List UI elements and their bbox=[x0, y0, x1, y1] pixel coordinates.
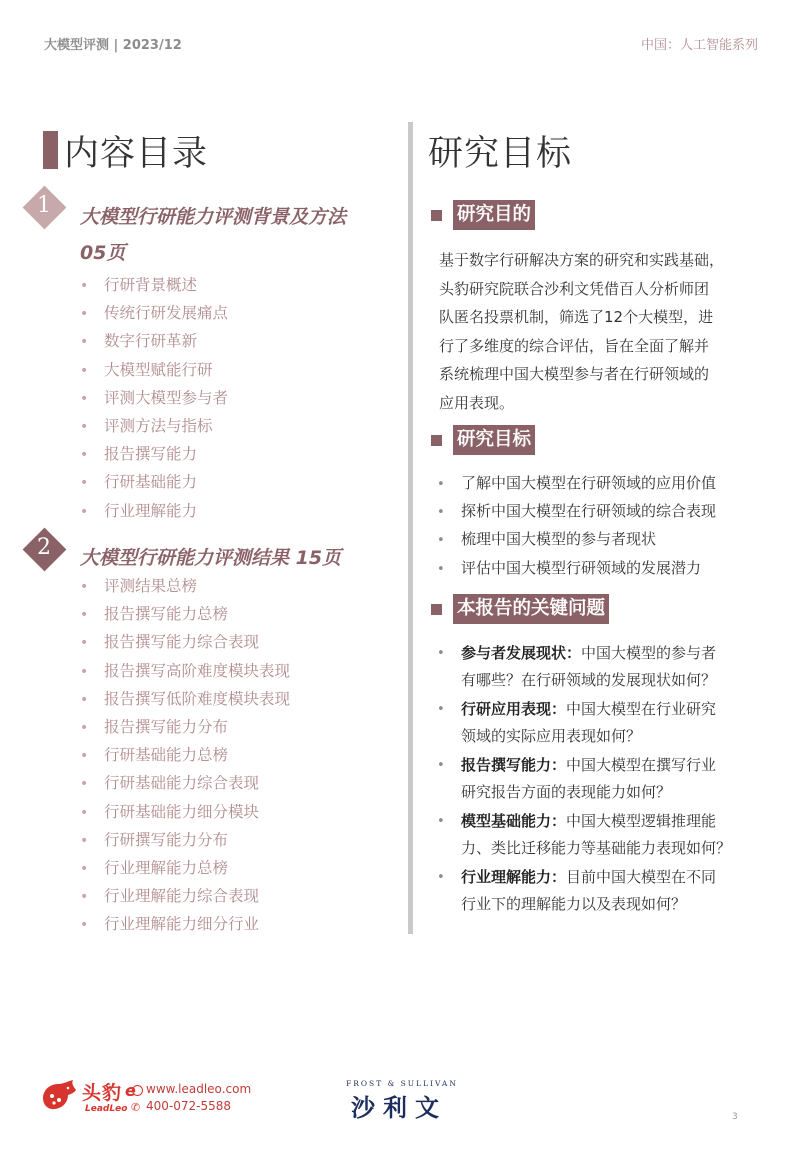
toc-item[interactable]: • 报告撰写能力分布 bbox=[80, 713, 290, 741]
goal-item: • 梳理中国大模型的参与者现状 bbox=[437, 525, 716, 553]
toc-title: 内容目录 bbox=[64, 134, 209, 174]
toc-item[interactable]: • 数字行研革新 bbox=[80, 327, 228, 355]
toc-item[interactable]: • 大模型赋能行研 bbox=[80, 356, 228, 384]
header-series-name: 中国：人工智能系列 bbox=[640, 38, 758, 53]
toc-item[interactable]: • 评测结果总榜 bbox=[80, 572, 290, 600]
toc-item[interactable]: • 行业理解能力综合表现 bbox=[80, 882, 290, 910]
toc-item[interactable]: • 报告撰写高阶难度模块表现 bbox=[80, 657, 290, 685]
paragraph-line: 头豹研究院联合沙利文凭借百人分析师团 bbox=[439, 279, 710, 298]
bullet-icon: • bbox=[437, 561, 445, 577]
bullet-icon: • bbox=[80, 334, 89, 351]
toc-item[interactable]: • 报告撰写能力 bbox=[80, 440, 228, 468]
leopard-logo-icon bbox=[40, 1078, 78, 1112]
toc-item[interactable]: • 行业理解能力 bbox=[80, 497, 228, 525]
paragraph-line: 队匿名投票机制，筛选了12个大模型，进 bbox=[439, 308, 714, 327]
question-item: • 报告撰写能力：中国大模型在撰写行业 研究报告方面的表现能力如何？ bbox=[437, 752, 757, 806]
bullet-icon: • bbox=[437, 646, 445, 661]
section-1-items bbox=[80, 271, 228, 525]
bullet-icon: • bbox=[80, 607, 89, 624]
bullet-icon: • bbox=[80, 776, 89, 793]
bullet-icon: • bbox=[437, 814, 445, 829]
bullet-icon: • bbox=[80, 635, 89, 652]
questions-square-icon bbox=[431, 604, 442, 615]
paragraph-line: 基于数字行研解决方案的研究和实践基础， bbox=[439, 251, 725, 269]
purpose-paragraph bbox=[439, 246, 754, 418]
brand-name-cn: 头豹 bbox=[82, 1082, 123, 1104]
bullet-icon: • bbox=[437, 505, 445, 521]
bullet-icon: • bbox=[80, 917, 89, 934]
bullet-icon: • bbox=[80, 860, 89, 877]
toc-item[interactable]: • 报告撰写低阶难度模块表现 bbox=[80, 685, 290, 713]
question-item: • 行研应用表现：中国大模型在行业研究 领域的实际应用表现如何？ bbox=[437, 696, 757, 750]
partner-logo-en: FROST & SULLIVAN bbox=[346, 1079, 458, 1088]
bullet-icon: • bbox=[80, 278, 89, 294]
bullet-icon: • bbox=[437, 477, 445, 492]
bullet-icon: • bbox=[80, 475, 89, 492]
bullet-icon: • bbox=[437, 533, 445, 549]
brand-name-en: LeadLeo bbox=[85, 1104, 128, 1114]
partner-logo-cn: 沙利文 bbox=[351, 1094, 447, 1122]
section-1-title[interactable]: 大模型行研能力评测背景及方法 bbox=[80, 206, 347, 228]
bullet-icon: • bbox=[437, 758, 445, 773]
bullet-icon: • bbox=[80, 691, 89, 708]
phone-icon: ✆ bbox=[131, 1101, 141, 1114]
website-link[interactable]: www.leadleo.com bbox=[146, 1082, 252, 1096]
research-title: 研究目标 bbox=[428, 134, 573, 174]
bullet-icon: • bbox=[80, 447, 89, 464]
toc-item[interactable]: • 行业理解能力细分行业 bbox=[80, 910, 290, 938]
bullet-icon: • bbox=[80, 362, 89, 379]
section-2-number: 2 bbox=[37, 535, 51, 560]
globe-icon bbox=[132, 1085, 143, 1096]
toc-item[interactable]: • 行研基础能力 bbox=[80, 468, 228, 496]
toc-item[interactable]: • 评测方法与指标 bbox=[80, 412, 228, 440]
bullet-icon: • bbox=[80, 390, 89, 407]
brand-e-mark: e bbox=[125, 1081, 136, 1100]
toc-item[interactable]: • 行研基础能力综合表现 bbox=[80, 769, 290, 797]
bullet-icon: • bbox=[80, 804, 89, 821]
questions-label: 本报告的关键问题 bbox=[453, 594, 609, 624]
bullet-icon: • bbox=[80, 748, 89, 765]
column-divider bbox=[408, 122, 413, 934]
toc-item[interactable]: • 报告撰写能力综合表现 bbox=[80, 628, 290, 656]
goal-item: • 探析中国大模型在行研领域的综合表现 bbox=[437, 497, 716, 525]
paragraph-line: 行了多维度的综合评估，旨在全面了解并 bbox=[439, 336, 710, 355]
goals-list bbox=[437, 469, 716, 582]
toc-item[interactable]: • 传统行研发展痛点 bbox=[80, 299, 228, 327]
header-report-title: 大模型评测 | 2023/12 bbox=[44, 38, 182, 53]
toc-item[interactable]: • 评测大模型参与者 bbox=[80, 384, 228, 412]
bullet-icon: • bbox=[80, 418, 89, 435]
bullet-icon: • bbox=[437, 702, 445, 717]
goal-item: • 评估中国大模型行研领域的发展潜力 bbox=[437, 554, 716, 582]
bullet-icon: • bbox=[80, 306, 89, 323]
toc-item[interactable]: • 行研基础能力细分模块 bbox=[80, 798, 290, 826]
toc-item[interactable]: • 行研撰写能力分布 bbox=[80, 826, 290, 854]
question-item: • 行业理解能力：目前中国大模型在不同 行业下的理解能力以及表现如何？ bbox=[437, 864, 757, 918]
paragraph-line: 系统梳理中国大模型参与者在行研领域的 bbox=[439, 365, 710, 384]
goals-label: 研究目标 bbox=[453, 425, 535, 455]
bullet-icon: • bbox=[437, 870, 445, 885]
section-1-page: 05页 bbox=[80, 242, 126, 264]
goals-square-icon bbox=[431, 435, 442, 446]
bullet-icon: • bbox=[80, 719, 89, 736]
section-2-items bbox=[80, 572, 290, 938]
phone-number: 400-072-5588 bbox=[146, 1099, 232, 1113]
toc-item[interactable]: • 行研基础能力总榜 bbox=[80, 741, 290, 769]
section-2-title[interactable]: 大模型行研能力评测结果 15页 bbox=[80, 547, 342, 569]
purpose-label: 研究目的 bbox=[453, 200, 535, 230]
page-number: 3 bbox=[732, 1112, 738, 1122]
bullet-icon: • bbox=[80, 832, 89, 849]
bullet-icon: • bbox=[80, 889, 89, 906]
toc-item[interactable]: • 行研背景概述 bbox=[80, 271, 228, 299]
bullet-icon: • bbox=[80, 579, 89, 595]
section-1-number: 1 bbox=[37, 193, 51, 218]
toc-item[interactable]: • 报告撰写能力总榜 bbox=[80, 600, 290, 628]
bullet-icon: • bbox=[80, 503, 89, 520]
paragraph-line: 应用表现。 bbox=[439, 393, 515, 412]
question-item: • 参与者发展现状：中国大模型的参与者 有哪些？在行研领域的发展现状如何？ bbox=[437, 640, 757, 694]
question-item: • 模型基础能力：中国大模型逻辑推理能 力、类比迁移能力等基础能力表现如何？ bbox=[437, 808, 757, 862]
toc-item[interactable]: • 行业理解能力总榜 bbox=[80, 854, 290, 882]
purpose-square-icon bbox=[431, 210, 442, 221]
toc-title-bar bbox=[43, 131, 58, 169]
bullet-icon: • bbox=[80, 663, 89, 680]
goal-item: • 了解中国大模型在行研领域的应用价值 bbox=[437, 469, 716, 497]
